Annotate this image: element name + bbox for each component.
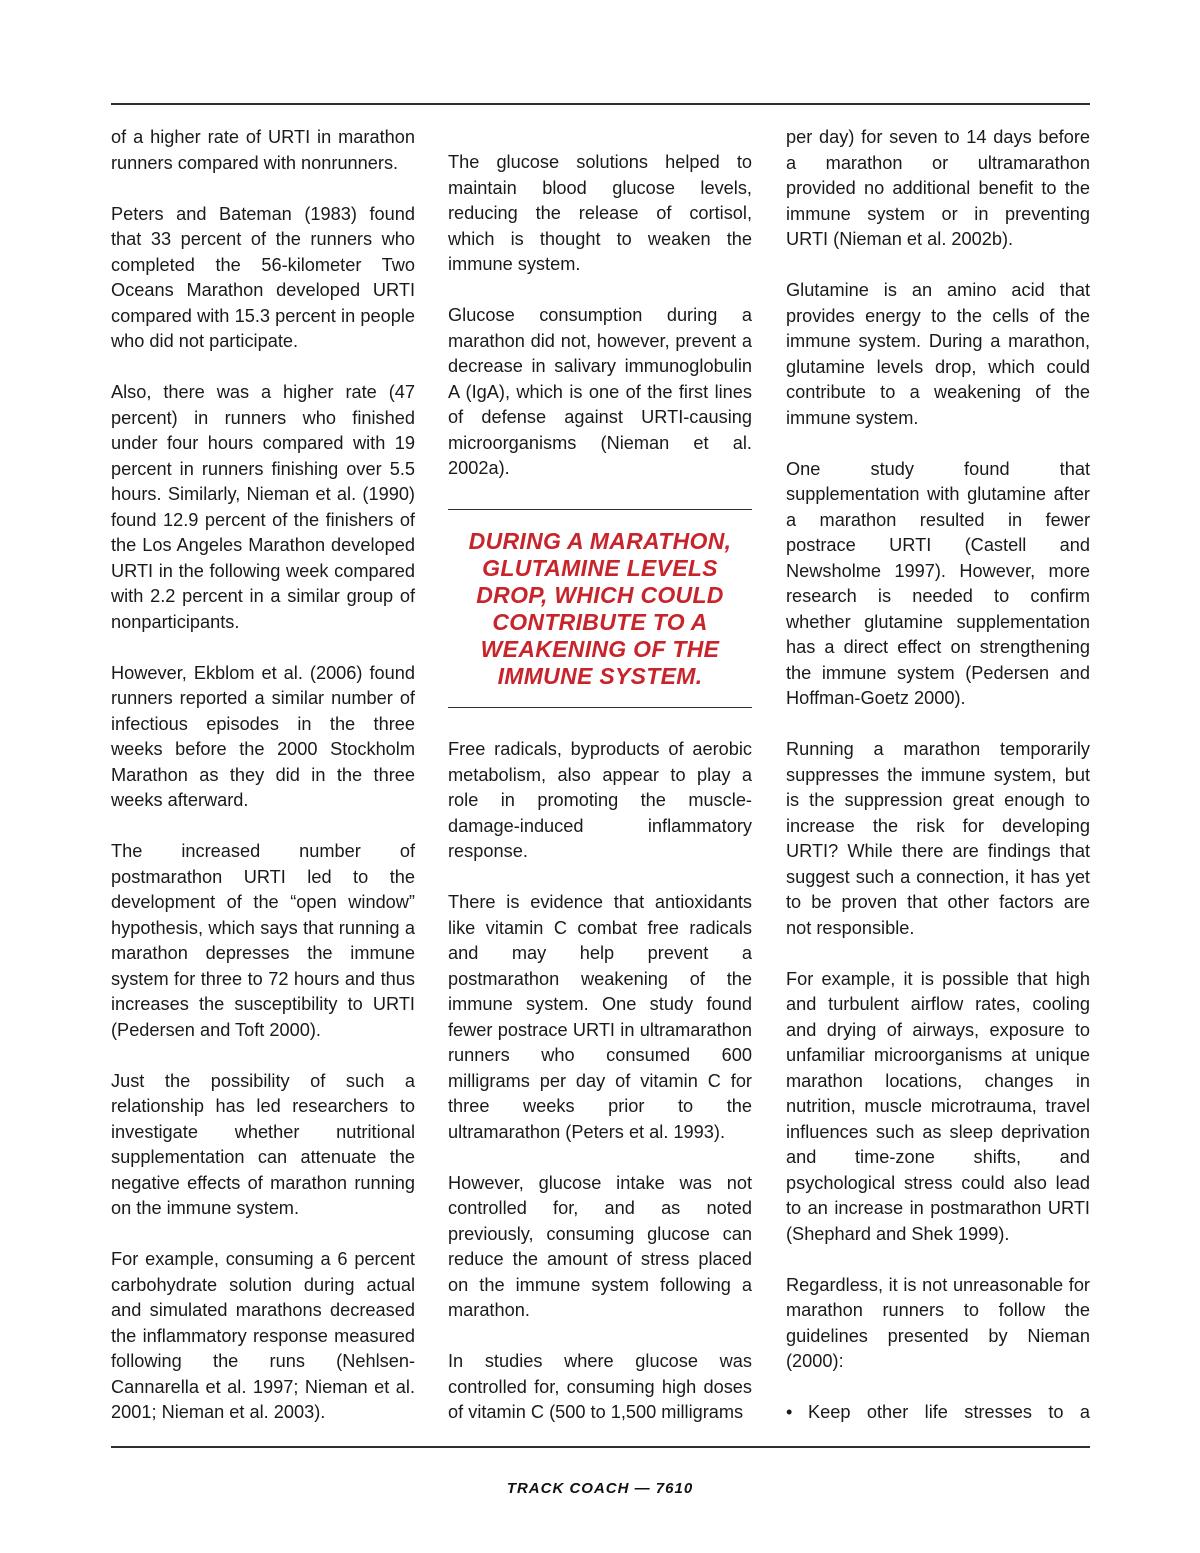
pullquote: DURING A MARATHON, GLUTAMINE LEVELS DROP, WHICH COULD CONTRIBUTE TO A WEAKENING OF THE IMMUNE SYSTEM. (468, 528, 732, 689)
top-rule (111, 103, 1090, 105)
bullet-icon: • (786, 1402, 793, 1422)
paragraph: However, glucose intake was not controlled for, and as noted previously, consuming glucose can reduce the amount of stress placed on the immune system following a marathon. (448, 1172, 752, 1320)
pullquote-bottom-rule (448, 707, 752, 708)
paragraph: For example, consuming a 6 percent carbohydrate solution during actual and simulated marathons decreased the inflammatory response measured following the runs (Nehlsen-Cannarella et al. 1997; Nieman et al. 2001; Nieman et al. 2003). (111, 1249, 415, 1422)
page-footer: TRACK COACH — 7610 (506, 1480, 694, 1497)
paragraph: Free radicals, byproducts of aerobic metabolism, also appear to play a role in promoting the muscle-damage-induced inflammatory response. (448, 739, 752, 861)
paragraph: However, Ekblom et al. (2006) found runners reported a similar number of infectious episodes in the three weeks before the 2000 Stockholm Marathon as they did in the three weeks afterward. (111, 662, 415, 810)
bullet-item (786, 1400, 1090, 1426)
paragraph: Running a marathon temporarily suppresses the immune system, but is the suppression great enough to increase the risk for developing URTI? While there are findings that suggest such a connection, it has yet to be proven that other factors are not responsible. (786, 739, 1090, 938)
bottom-rule (111, 1446, 1090, 1448)
bullet-text: Keep other life stresses to a (808, 1402, 1090, 1422)
paragraph: Also, there was a higher rate (47 percent) in runners who finished under four hours compared with 19 percent in runners finishing over 5.5 hours. Similarly, Nieman et al. (1990) found 12.9 percent of the finishers of the Los Angeles Marathon developed URTI in the following week compared with 2.2 percent in a similar group of nonparticipants. (111, 382, 415, 632)
column-1 (111, 125, 415, 1451)
paragraph: Glucose consumption during a marathon did not, however, prevent a decrease in salivary immunoglobulin A (IgA), which is one of the first lines of defense against URTI-causing microorganisms (Nieman et al. 2002a). (448, 305, 752, 478)
paragraph: of a higher rate of URTI in marathon runners compared with nonrunners. (111, 127, 415, 173)
paragraph: In studies where glucose was controlled for, consuming high doses of vitamin C (500 to 1,500 milligrams (448, 1351, 752, 1422)
column-2-bottom (448, 737, 752, 1451)
paragraph: per day) for seven to 14 days before a marathon or ultramarathon provided no additional benefit to the immune system or in preventing URTI (Nieman et al. 2002b). (786, 127, 1090, 249)
paragraph: The glucose solutions helped to maintain blood glucose levels, reducing the release of cortisol, which is thought to weaken the immune system. (448, 152, 752, 274)
paragraph: The increased number of postmarathon URTI led to the development of the “open window” hypothesis, which says that running a marathon depresses the immune system for three to 72 hours and thus increases the susceptibility to URTI (Pedersen and Toft 2000). (111, 841, 415, 1040)
column-3 (786, 125, 1090, 1426)
paragraph: Glutamine is an amino acid that provides energy to the cells of the immune system. During a marathon, glutamine levels drop, which could contribute to a weakening of the immune system. (786, 280, 1090, 428)
paragraph: Regardless, it is not unreasonable for marathon runners to follow the guidelines presented by Nieman (2000): (786, 1274, 1090, 1371)
column-2-top (448, 150, 752, 507)
paragraph: One study found that supplementation with glutamine after a marathon resulted in fewer postrace URTI (Castell and Newsholme 1997). However, more research is needed to confirm whether glutamine supplementation has a direct effect on strengthening the immune system (Pedersen and Hoffman-Goetz 2000). (786, 458, 1090, 708)
paragraph: For example, it is possible that high and turbulent airflow rates, cooling and drying of airways, exposure to unfamiliar microorganisms at unique marathon locations, changes in nutrition, muscle microtrauma, travel influences such as sleep deprivation and time-zone shifts, and psychological stress could also lead to an increase in postmarathon URTI (Shephard and Shek 1999). (786, 968, 1090, 1244)
pullquote-top-rule (448, 509, 752, 510)
paragraph: Peters and Bateman (1983) found that 33 percent of the runners who completed the 56-kilometer Two Oceans Marathon developed URTI compared with 15.3 percent in people who did not participate. (111, 203, 415, 351)
paragraph: Just the possibility of such a relationship has led researchers to investigate whether nutritional supplementation can attenuate the negative effects of marathon running on the immune system. (111, 1070, 415, 1218)
paragraph: There is evidence that antioxidants like vitamin C combat free radicals and may help prevent a postmarathon weakening of the immune system. One study found fewer postrace URTI in ultramarathon runners who consumed 600 milligrams per day of vitamin C for three weeks prior to the ultramarathon (Peters et al. 1993). (448, 892, 752, 1142)
